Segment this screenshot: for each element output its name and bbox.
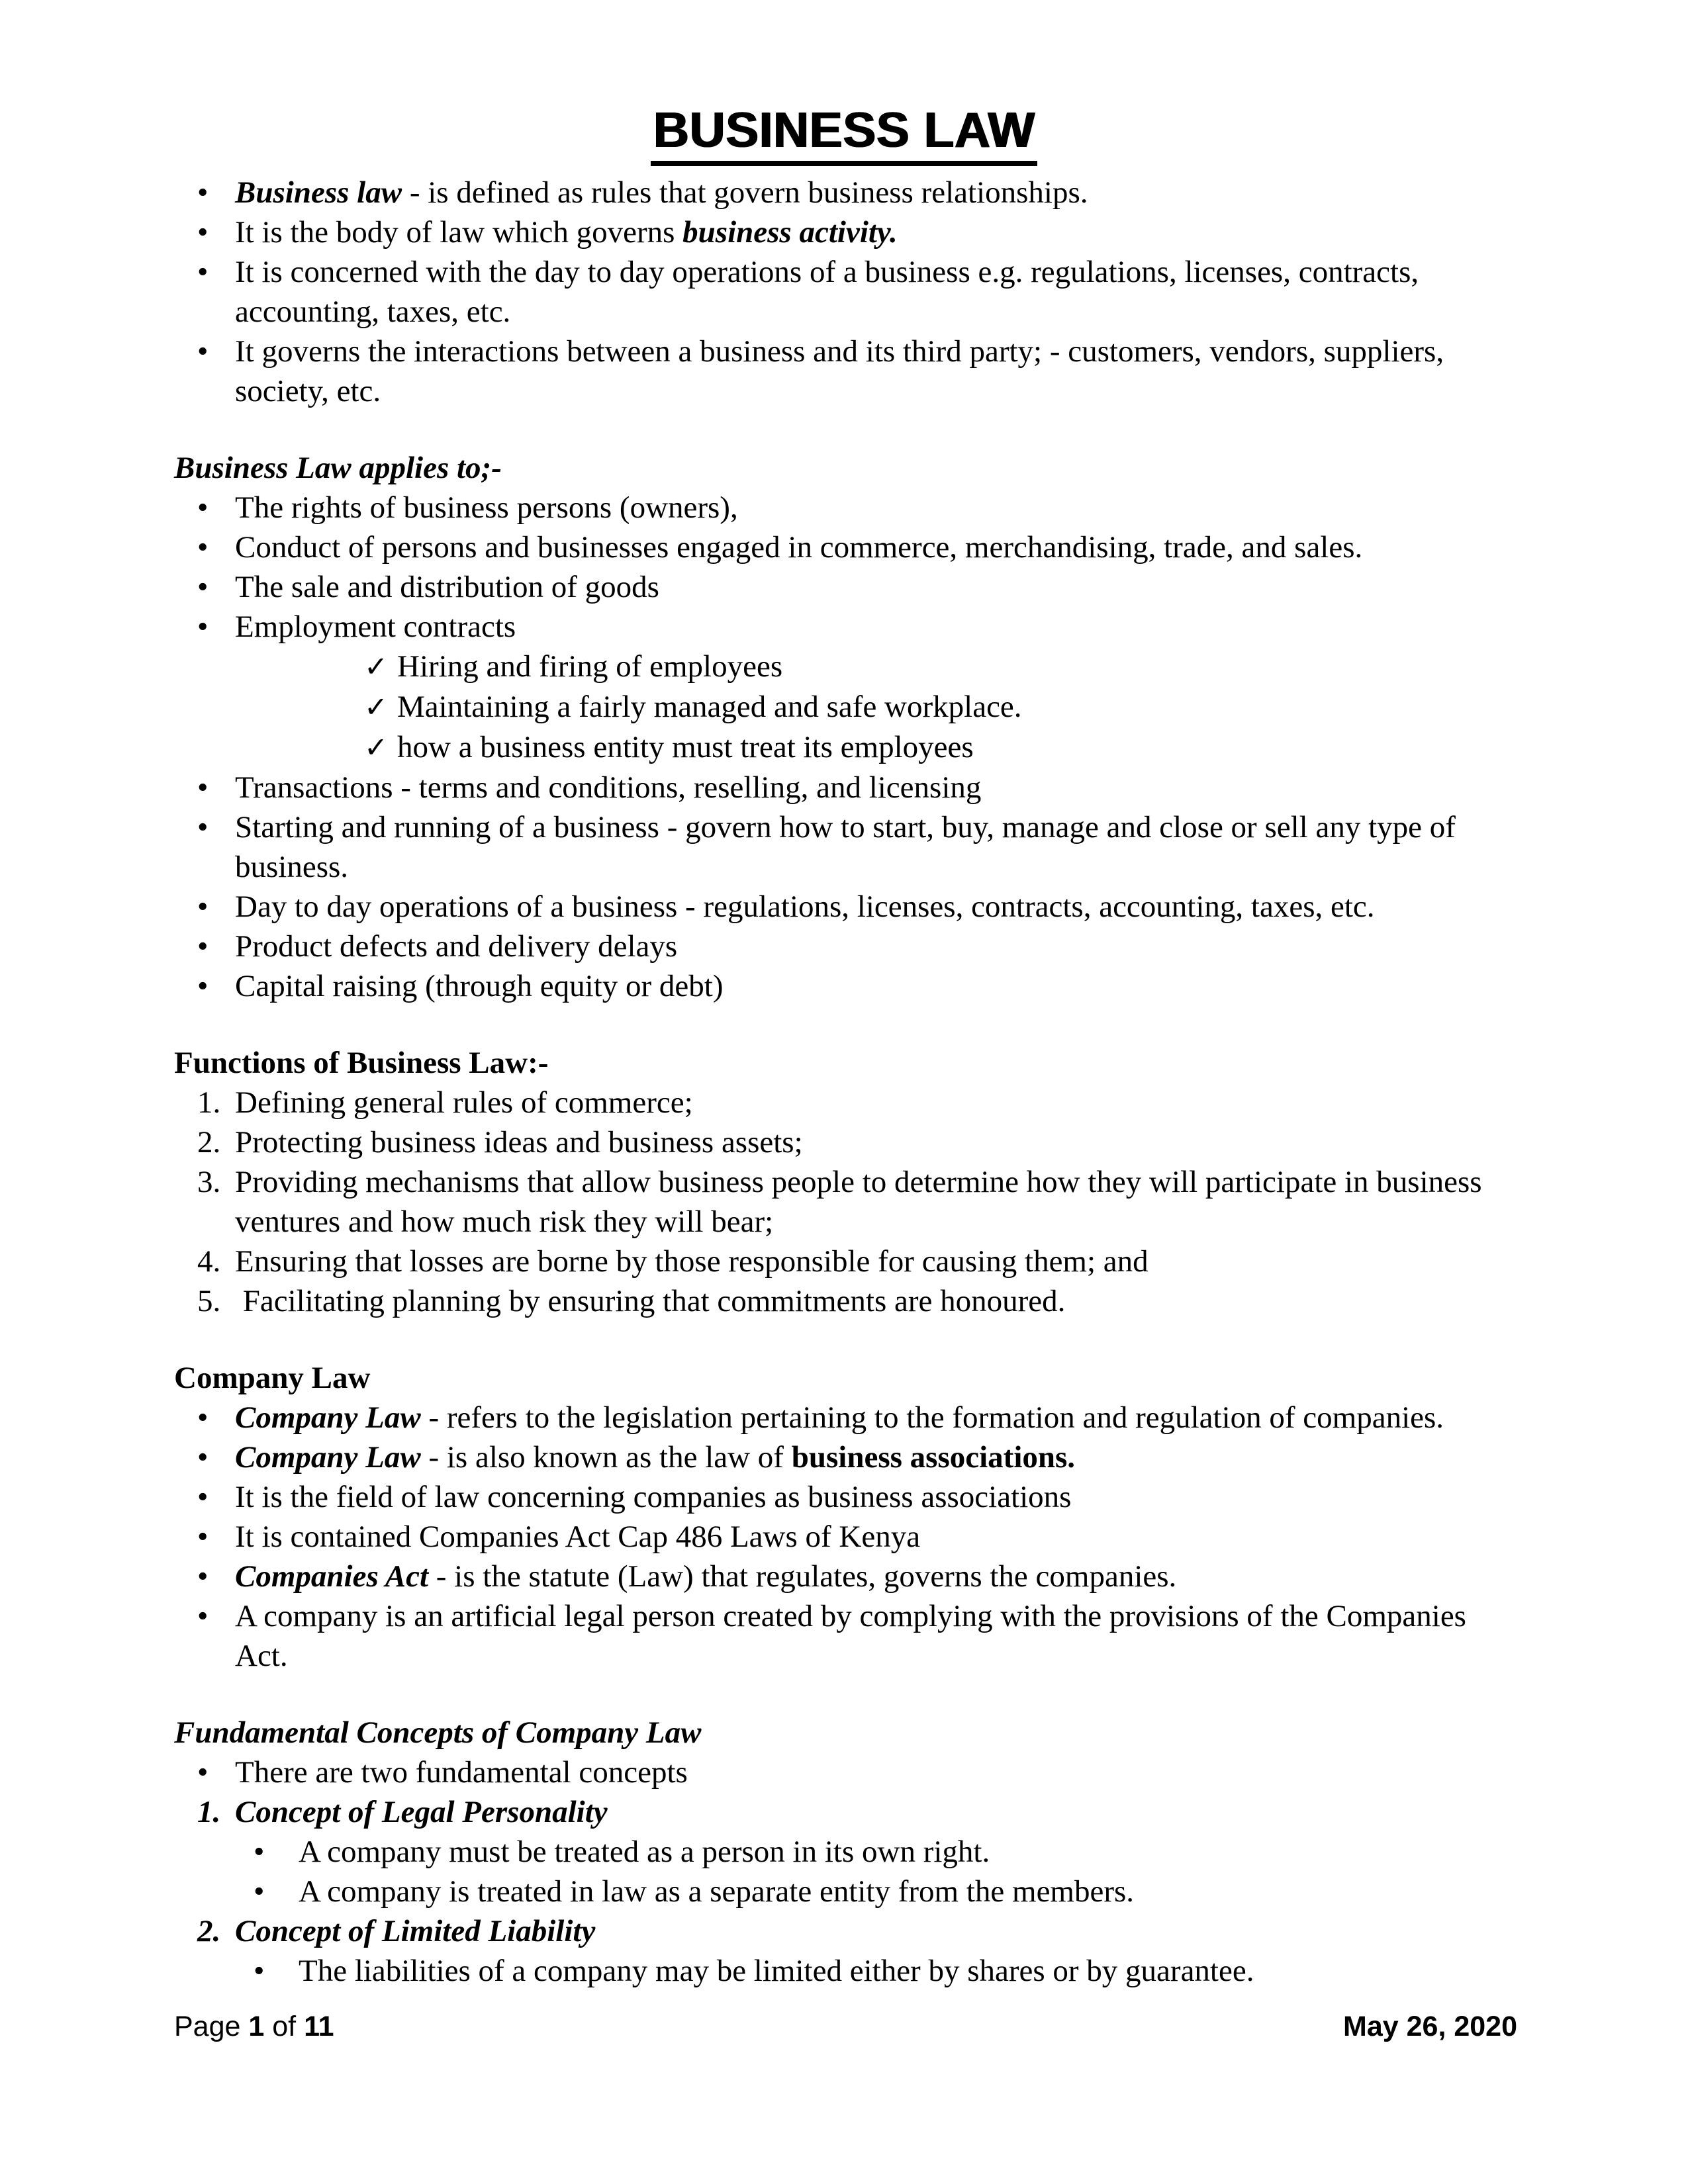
text-segment: Hiring and firing of employees <box>397 649 783 684</box>
item-text <box>235 1398 1514 1437</box>
item-text <box>299 1872 1514 1911</box>
page-title-text: BUSINESS LAW <box>651 99 1038 166</box>
item-number: 1. <box>197 1085 221 1120</box>
numbered-item <box>174 1083 1514 1122</box>
bullet-icon: • <box>197 770 209 805</box>
numbered-item <box>174 1162 1514 1242</box>
text-segment: It is contained Companies Act Cap 486 Laws of Kenya <box>235 1520 921 1554</box>
item-number: 5. <box>197 1284 221 1318</box>
text-segment: Employment contracts <box>235 610 516 644</box>
item-text <box>397 687 1514 727</box>
footer-page-of: of <box>264 2011 305 2042</box>
bullet-icon: • <box>197 1480 209 1514</box>
section-heading <box>174 1358 1514 1398</box>
bullet-item <box>174 332 1514 411</box>
item-text <box>235 768 1514 807</box>
item-text <box>235 567 1514 607</box>
page-title <box>174 99 1514 166</box>
item-text <box>235 252 1514 332</box>
numbered-item <box>174 1122 1514 1162</box>
item-text <box>235 1437 1514 1477</box>
bullet-icon: • <box>197 215 209 250</box>
text-segment: - is the statute (Law) that regulates, governs the companies. <box>428 1559 1177 1594</box>
bullet-item <box>174 252 1514 332</box>
section-heading <box>174 1043 1514 1083</box>
bullet-icon: • <box>197 810 209 844</box>
check-item <box>174 647 1514 687</box>
item-text <box>235 1122 1514 1162</box>
text-segment: Capital raising (through equity or debt) <box>235 969 724 1003</box>
item-number: 3. <box>197 1165 221 1199</box>
sub-bullet-item <box>174 1872 1514 1911</box>
check-item <box>174 727 1514 768</box>
item-number: 2. <box>197 1125 221 1160</box>
bullet-item <box>174 1437 1514 1477</box>
item-text <box>299 1832 1514 1872</box>
text-segment: Functions of Business Law:- <box>174 1046 549 1080</box>
text-segment: It is the body of law which governs <box>235 215 683 250</box>
text-segment: Company Law <box>174 1361 371 1395</box>
text-segment: Starting and running of a business - govern how to start, buy, manage and close or sell any type of business. <box>235 810 1464 884</box>
text-segment: It governs the interactions between a business and its third party; - customers, vendors, suppliers, society, etc. <box>235 334 1452 408</box>
item-text <box>235 332 1514 411</box>
document-body <box>174 173 1514 1991</box>
bullet-item <box>174 212 1514 252</box>
item-text <box>235 1752 1514 1792</box>
text-segment: Company Law <box>235 1400 421 1435</box>
sub-bullet-item <box>174 1951 1514 1991</box>
section-heading <box>174 1713 1514 1752</box>
bullet-icon: • <box>197 610 209 644</box>
text-segment: It is concerned with the day to day operations of a business e.g. regulations, licenses, contracts, accounting, taxes, etc. <box>235 255 1427 329</box>
text-segment: A company is an artificial legal person created by complying with the provisions of the Companies Act. <box>235 1599 1473 1673</box>
bullet-item <box>174 567 1514 607</box>
item-text <box>299 1951 1514 1991</box>
bullet-icon: • <box>197 570 209 604</box>
item-text <box>235 607 1514 647</box>
bullet-icon: • <box>197 929 209 964</box>
text-segment: Defining general rules of commerce; <box>235 1085 693 1120</box>
item-text <box>397 727 1514 767</box>
item-text <box>397 647 1514 686</box>
bullet-icon: • <box>197 255 209 289</box>
bullet-icon: • <box>197 889 209 924</box>
text-segment: Concept of Legal Personality <box>235 1795 608 1829</box>
numbered-item <box>174 1242 1514 1281</box>
text-segment: - refers to the legislation pertaining to the formation and regulation of companies. <box>420 1400 1444 1435</box>
item-text <box>235 966 1514 1006</box>
item-text <box>235 212 1514 252</box>
text-segment: Protecting business ideas and business assets; <box>235 1125 803 1160</box>
text-segment: Concept of Limited Liability <box>235 1914 596 1948</box>
text-segment: The sale and distribution of goods <box>235 570 659 604</box>
numbered-item <box>174 1911 1514 1951</box>
sub-bullet-item <box>174 1832 1514 1872</box>
text-segment: Ensuring that losses are borne by those responsible for causing them; and <box>235 1244 1149 1279</box>
bullet-item <box>174 1398 1514 1437</box>
text-segment: A company is treated in law as a separate entity from the members. <box>299 1874 1135 1909</box>
bullet-icon: • <box>254 1835 265 1869</box>
text-segment: Companies Act <box>235 1559 429 1594</box>
bullet-item <box>174 173 1514 212</box>
item-text <box>235 927 1514 966</box>
check-icon: ✓ <box>364 651 389 684</box>
text-segment: Fundamental Concepts of Company Law <box>174 1715 702 1750</box>
item-text <box>235 173 1514 212</box>
page-footer <box>174 2009 1517 2044</box>
item-text <box>235 1281 1514 1321</box>
footer-page-number <box>174 2009 334 2044</box>
check-icon: ✓ <box>364 731 389 764</box>
check-item <box>174 687 1514 727</box>
item-text <box>235 1517 1514 1557</box>
item-text <box>235 887 1514 927</box>
item-text <box>235 1083 1514 1122</box>
item-text <box>235 1162 1514 1242</box>
text-segment: - is defined as rules that govern business relationships. <box>402 175 1088 210</box>
text-segment: Conduct of persons and businesses engaged in commerce, merchandising, trade, and sales. <box>235 530 1363 565</box>
check-icon: ✓ <box>364 691 389 724</box>
bullet-item <box>174 887 1514 927</box>
bullet-icon: • <box>197 1520 209 1554</box>
text-segment: - is also known as the law of <box>420 1440 792 1475</box>
section-heading <box>174 448 1514 488</box>
item-text <box>235 1557 1514 1596</box>
text-segment: Business Law applies to;- <box>174 451 502 485</box>
bullet-item <box>174 527 1514 567</box>
item-text <box>235 527 1514 567</box>
item-text <box>235 1242 1514 1281</box>
text-segment: It is the field of law concerning companies as business associations <box>235 1480 1072 1514</box>
text-segment: A company must be treated as a person in its own right. <box>299 1835 990 1869</box>
bullet-item <box>174 1557 1514 1596</box>
text-segment: Company Law <box>235 1440 421 1475</box>
bullet-item <box>174 807 1514 887</box>
bullet-icon: • <box>254 1874 265 1909</box>
bullet-icon: • <box>197 969 209 1003</box>
text-segment: business associations. <box>791 1440 1076 1475</box>
bullet-icon: • <box>197 1755 209 1790</box>
bullet-item <box>174 768 1514 807</box>
footer-page-current: 1 <box>248 2011 265 2042</box>
numbered-item <box>174 1281 1514 1321</box>
text-segment: Maintaining a fairly managed and safe workplace. <box>397 690 1022 724</box>
text-segment: Facilitating planning by ensuring that commitments are honoured. <box>235 1284 1066 1318</box>
bullet-item <box>174 1517 1514 1557</box>
text-segment: There are two fundamental concepts <box>235 1755 688 1790</box>
item-text <box>235 488 1514 527</box>
footer-page-total: 11 <box>304 2011 334 2042</box>
text-segment: Providing mechanisms that allow business people to determine how they will participate in business ventures and how much risk they will bear; <box>235 1165 1490 1239</box>
item-number: 2. <box>197 1914 221 1948</box>
text-segment: how a business entity must treat its employees <box>397 730 974 764</box>
text-segment: Day to day operations of a business - regulations, licenses, contracts, accounting, taxes, etc. <box>235 889 1375 924</box>
bullet-icon: • <box>197 175 209 210</box>
numbered-item <box>174 1792 1514 1832</box>
text-segment: Transactions - terms and conditions, reselling, and licensing <box>235 770 982 805</box>
bullet-item <box>174 927 1514 966</box>
item-text <box>235 1477 1514 1517</box>
footer-date: May 26, 2020 <box>1343 2011 1517 2042</box>
text-segment: The rights of business persons (owners), <box>235 490 738 525</box>
bullet-item <box>174 1477 1514 1517</box>
bullet-icon: • <box>197 530 209 565</box>
bullet-item <box>174 1752 1514 1792</box>
bullet-icon: • <box>197 490 209 525</box>
bullet-icon: • <box>197 334 209 369</box>
bullet-item <box>174 1596 1514 1676</box>
bullet-item <box>174 607 1514 647</box>
bullet-icon: • <box>197 1440 209 1475</box>
item-text <box>235 1911 1514 1951</box>
bullet-item <box>174 488 1514 527</box>
footer-page-label: Page <box>174 2011 249 2042</box>
text-segment: Product defects and delivery delays <box>235 929 678 964</box>
item-text <box>235 1792 1514 1832</box>
bullet-icon: • <box>254 1954 265 1988</box>
bullet-icon: • <box>197 1599 209 1633</box>
item-number: 4. <box>197 1244 221 1279</box>
text-segment: The liabilities of a company may be limited either by shares or by guarantee. <box>299 1954 1254 1988</box>
item-number: 1. <box>197 1795 221 1829</box>
bullet-icon: • <box>197 1400 209 1435</box>
bullet-icon: • <box>197 1559 209 1594</box>
text-segment: Business law <box>235 175 402 210</box>
bullet-item <box>174 966 1514 1006</box>
text-segment: business activity. <box>682 215 898 250</box>
item-text <box>235 1596 1514 1676</box>
item-text <box>235 807 1514 887</box>
